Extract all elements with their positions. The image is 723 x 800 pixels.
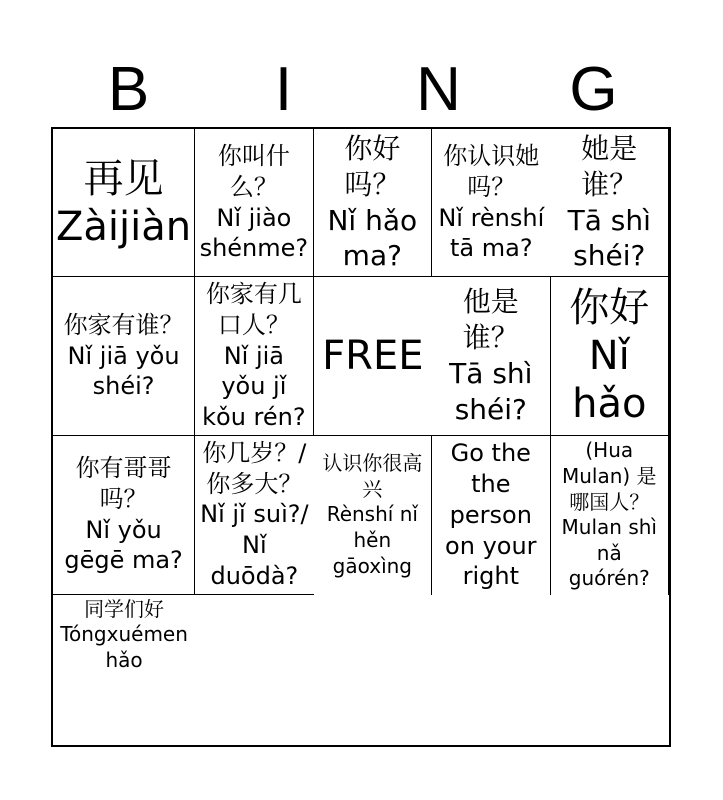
bingo-cell[interactable]: 她是谁？ Tā shì shéi? — [551, 129, 669, 277]
bingo-cell[interactable]: Go the the person on your right — [432, 436, 550, 595]
bingo-cell[interactable]: 你有哥哥吗？ Nǐ yǒu gēgē ma? — [53, 436, 195, 595]
bingo-cell[interactable]: 再见 Zàijiàn — [53, 129, 195, 277]
bingo-cell[interactable]: 你几岁？/你多大？ Nǐ jǐ suì?/ Nǐ duōdà? — [195, 436, 313, 595]
bingo-header — [51, 52, 671, 128]
bingo-cell[interactable]: 你认识她吗？ Nǐ rènshí tā ma? — [432, 129, 550, 277]
header-letter-n: N — [416, 55, 461, 124]
bingo-cell[interactable]: 你好吗？ Nǐ hǎo ma? — [314, 129, 432, 277]
bingo-cell[interactable]: 你家有谁？ Nǐ jiā yǒu shéi? — [53, 277, 195, 436]
bingo-cell-free[interactable]: FREE — [314, 277, 432, 436]
header-letter-b: B — [107, 55, 150, 124]
header-letter-g: G — [569, 55, 618, 124]
bingo-cell[interactable]: 你家有几口人？ Nǐ jiā yǒu jǐ kǒu rén? — [195, 277, 313, 436]
header-letter-i: I — [274, 55, 293, 124]
bingo-cell[interactable]: 他是谁？ Tā shì shéi? — [432, 277, 550, 436]
bingo-cell[interactable]: 同学们好 Tóngxuémen hǎo — [60, 596, 188, 672]
bingo-cell[interactable]: 你好 Nǐ hǎo — [551, 277, 669, 436]
bingo-cell[interactable]: 你叫什么？ Nǐ jiào shénme? — [195, 129, 313, 277]
bingo-grid — [51, 127, 671, 747]
bingo-cell[interactable]: (Hua Mulan) 是哪国人？ Mulan shì nǎ guórén? — [551, 436, 669, 595]
bingo-cell[interactable]: 认识你很高兴 Rènshí nǐ hěn gāoxìng — [314, 436, 432, 595]
